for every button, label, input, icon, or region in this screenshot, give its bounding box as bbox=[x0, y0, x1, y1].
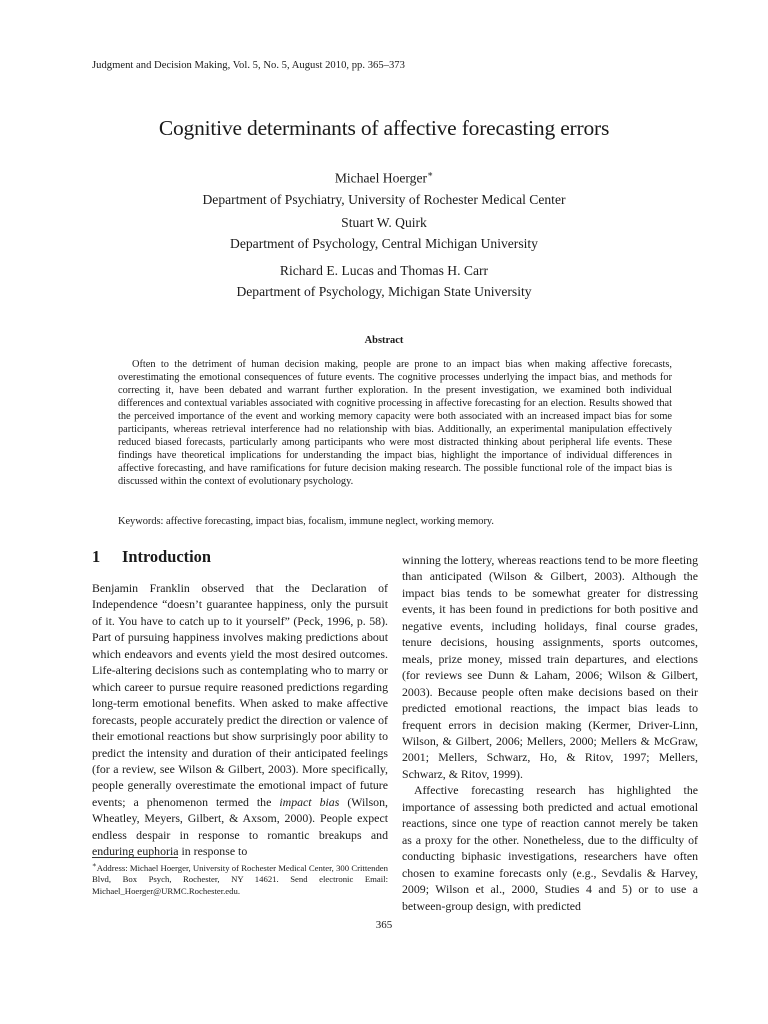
footnote-rule bbox=[92, 857, 178, 858]
author-affiliation: Department of Psychology, Michigan State University bbox=[236, 284, 532, 299]
paper-title: Cognitive determinants of affective forecasting errors bbox=[158, 116, 610, 140]
author-name: Michael Hoerger∗ bbox=[334, 169, 434, 186]
journal-header: Judgment and Decision Making, Vol. 5, No. 5, August 2010, pp. 365–373 bbox=[92, 60, 405, 71]
left-column bbox=[92, 580, 388, 860]
author-affiliation: Department of Psychiatry, University of Rochester Medical Center bbox=[202, 191, 566, 207]
keywords: Keywords: affective forecasting, impact bias, focalism, immune neglect, working memory. bbox=[118, 516, 494, 527]
right-column bbox=[402, 552, 698, 914]
page-number: 365 bbox=[375, 919, 393, 931]
author-name: Stuart W. Quirk bbox=[341, 215, 427, 230]
intro-paragraph-continued: winning the lottery, whereas reactions tend to be more fleeting than anticipated (Wilson & Gilbert, 2003). Although the impact bias tends to be somewhat greater for distressing events, it has been found in predictions for both positive and negative events, including holidays, final course grades, tenure decisions, housing assignments, sports outcomes, meals, prize money, missed train departures, and elections (for reviews see Dunn & Laham, 2006; Wilson & Gilbert, 2003). Because people often make decisions based on their predicted emotional reactions, the impact bias leads to frequent errors in decision making (Kermer, Driver-Linn, Wilson, & Gilbert, 2006; Mellers, 2000; Mellers & McGraw, 2001; Mellers, Schwarz, Ho, & Ritov, 1997; Mellers, Schwarz, & Ritov, 1999). bbox=[402, 553, 698, 781]
footnote-mark: ∗ bbox=[92, 861, 97, 869]
footnote-mark: ∗ bbox=[427, 169, 434, 179]
author-block-1 bbox=[0, 164, 768, 210]
section-number: 1 bbox=[92, 547, 101, 566]
section-heading bbox=[92, 547, 211, 567]
footnote: ∗Address: Michael Hoerger, University of Rochester Medical Center, 300 Crittenden Blvd, Box Psych, Rochester, NY 14621. Send electronic Email: Michael_Hoerger@URMC.Rochester.edu. bbox=[92, 861, 388, 897]
author-name: Richard E. Lucas and Thomas H. Carr bbox=[279, 263, 489, 278]
intro-paragraph-1: Benjamin Franklin observed that the Declaration of Independence “doesn’t guarantee happiness, only the pursuit of it. You have to catch up to it yourself” (Peck, 1996, p. 58). Part of pursuing happiness involves making predictions about which endeavors and events yield the most desired outcomes. Life-altering decisions such as contemplating who to marry or which career to pursue require reasoned predictions regarding long-term emotional benefits. When asked to make affective forecasts, people accurately predict the direction or valence of their emotional reactions but show surprisingly poor ability to predict the intensity and duration of their anticipated feelings (for a review, see Wilson & Gilbert, 2003). More specifically, people generally overestimate the emotional impact of future events; a phenomenon termed the impact bias (Wilson, Wheatley, Meyers, Gilbert, & Axsom, 2000). People expect endless despair in response to romantic breakups and enduring euphoria in response to bbox=[92, 581, 388, 859]
section-title: Introduction bbox=[122, 547, 211, 566]
abstract-heading: Abstract bbox=[364, 335, 404, 346]
impact-bias-term: impact bias bbox=[279, 794, 340, 809]
abstract-body bbox=[118, 358, 672, 488]
author-affiliation: Department of Psychology, Central Michigan University bbox=[230, 236, 538, 251]
intro-paragraph-2: Affective forecasting research has highlighted the importance of assessing both predicted and actual emotional reactions, since one type of reaction cannot merely be taken as a proxy for the other. Nonetheless, due to the difficulty of conducting biphasic investigations, researchers have often chosen to examine forecasts only (e.g., Sevdalis & Harvey, 2009; Wilson et al., 2000, Studies 4 and 5) or to use a between-group design, with predicted bbox=[402, 783, 698, 913]
author-block-2 bbox=[0, 212, 768, 254]
author-block-3 bbox=[0, 260, 768, 302]
abstract-text: Often to the detriment of human decision making, people are prone to an impact bias when making affective forecasts, overestimating the emotional consequences of future events. The cognitive processes underlying the impact bias, and methods for correcting it, have been debated and warrant further exploration. In the present investigation, we examined both individual differences and contextual variables associated with cognitive processing in affective forecasting for an election. Results showed that the perceived importance of the event and working memory capacity were both associated with an increased impact bias for some participants, whereas retrieval interference had no relationship with bias. Additionally, an experimental manipulation effectively reduced biased forecasts, particularly among participants who were most distracted thinking about peripheral life events. These findings have theoretical implications for understanding the impact bias, highlight the importance of individual differences in affective forecasting, and have ramifications for future decision making research. The possible functional role of the impact bias is discussed within the context of evolutionary psychology. bbox=[118, 359, 672, 488]
